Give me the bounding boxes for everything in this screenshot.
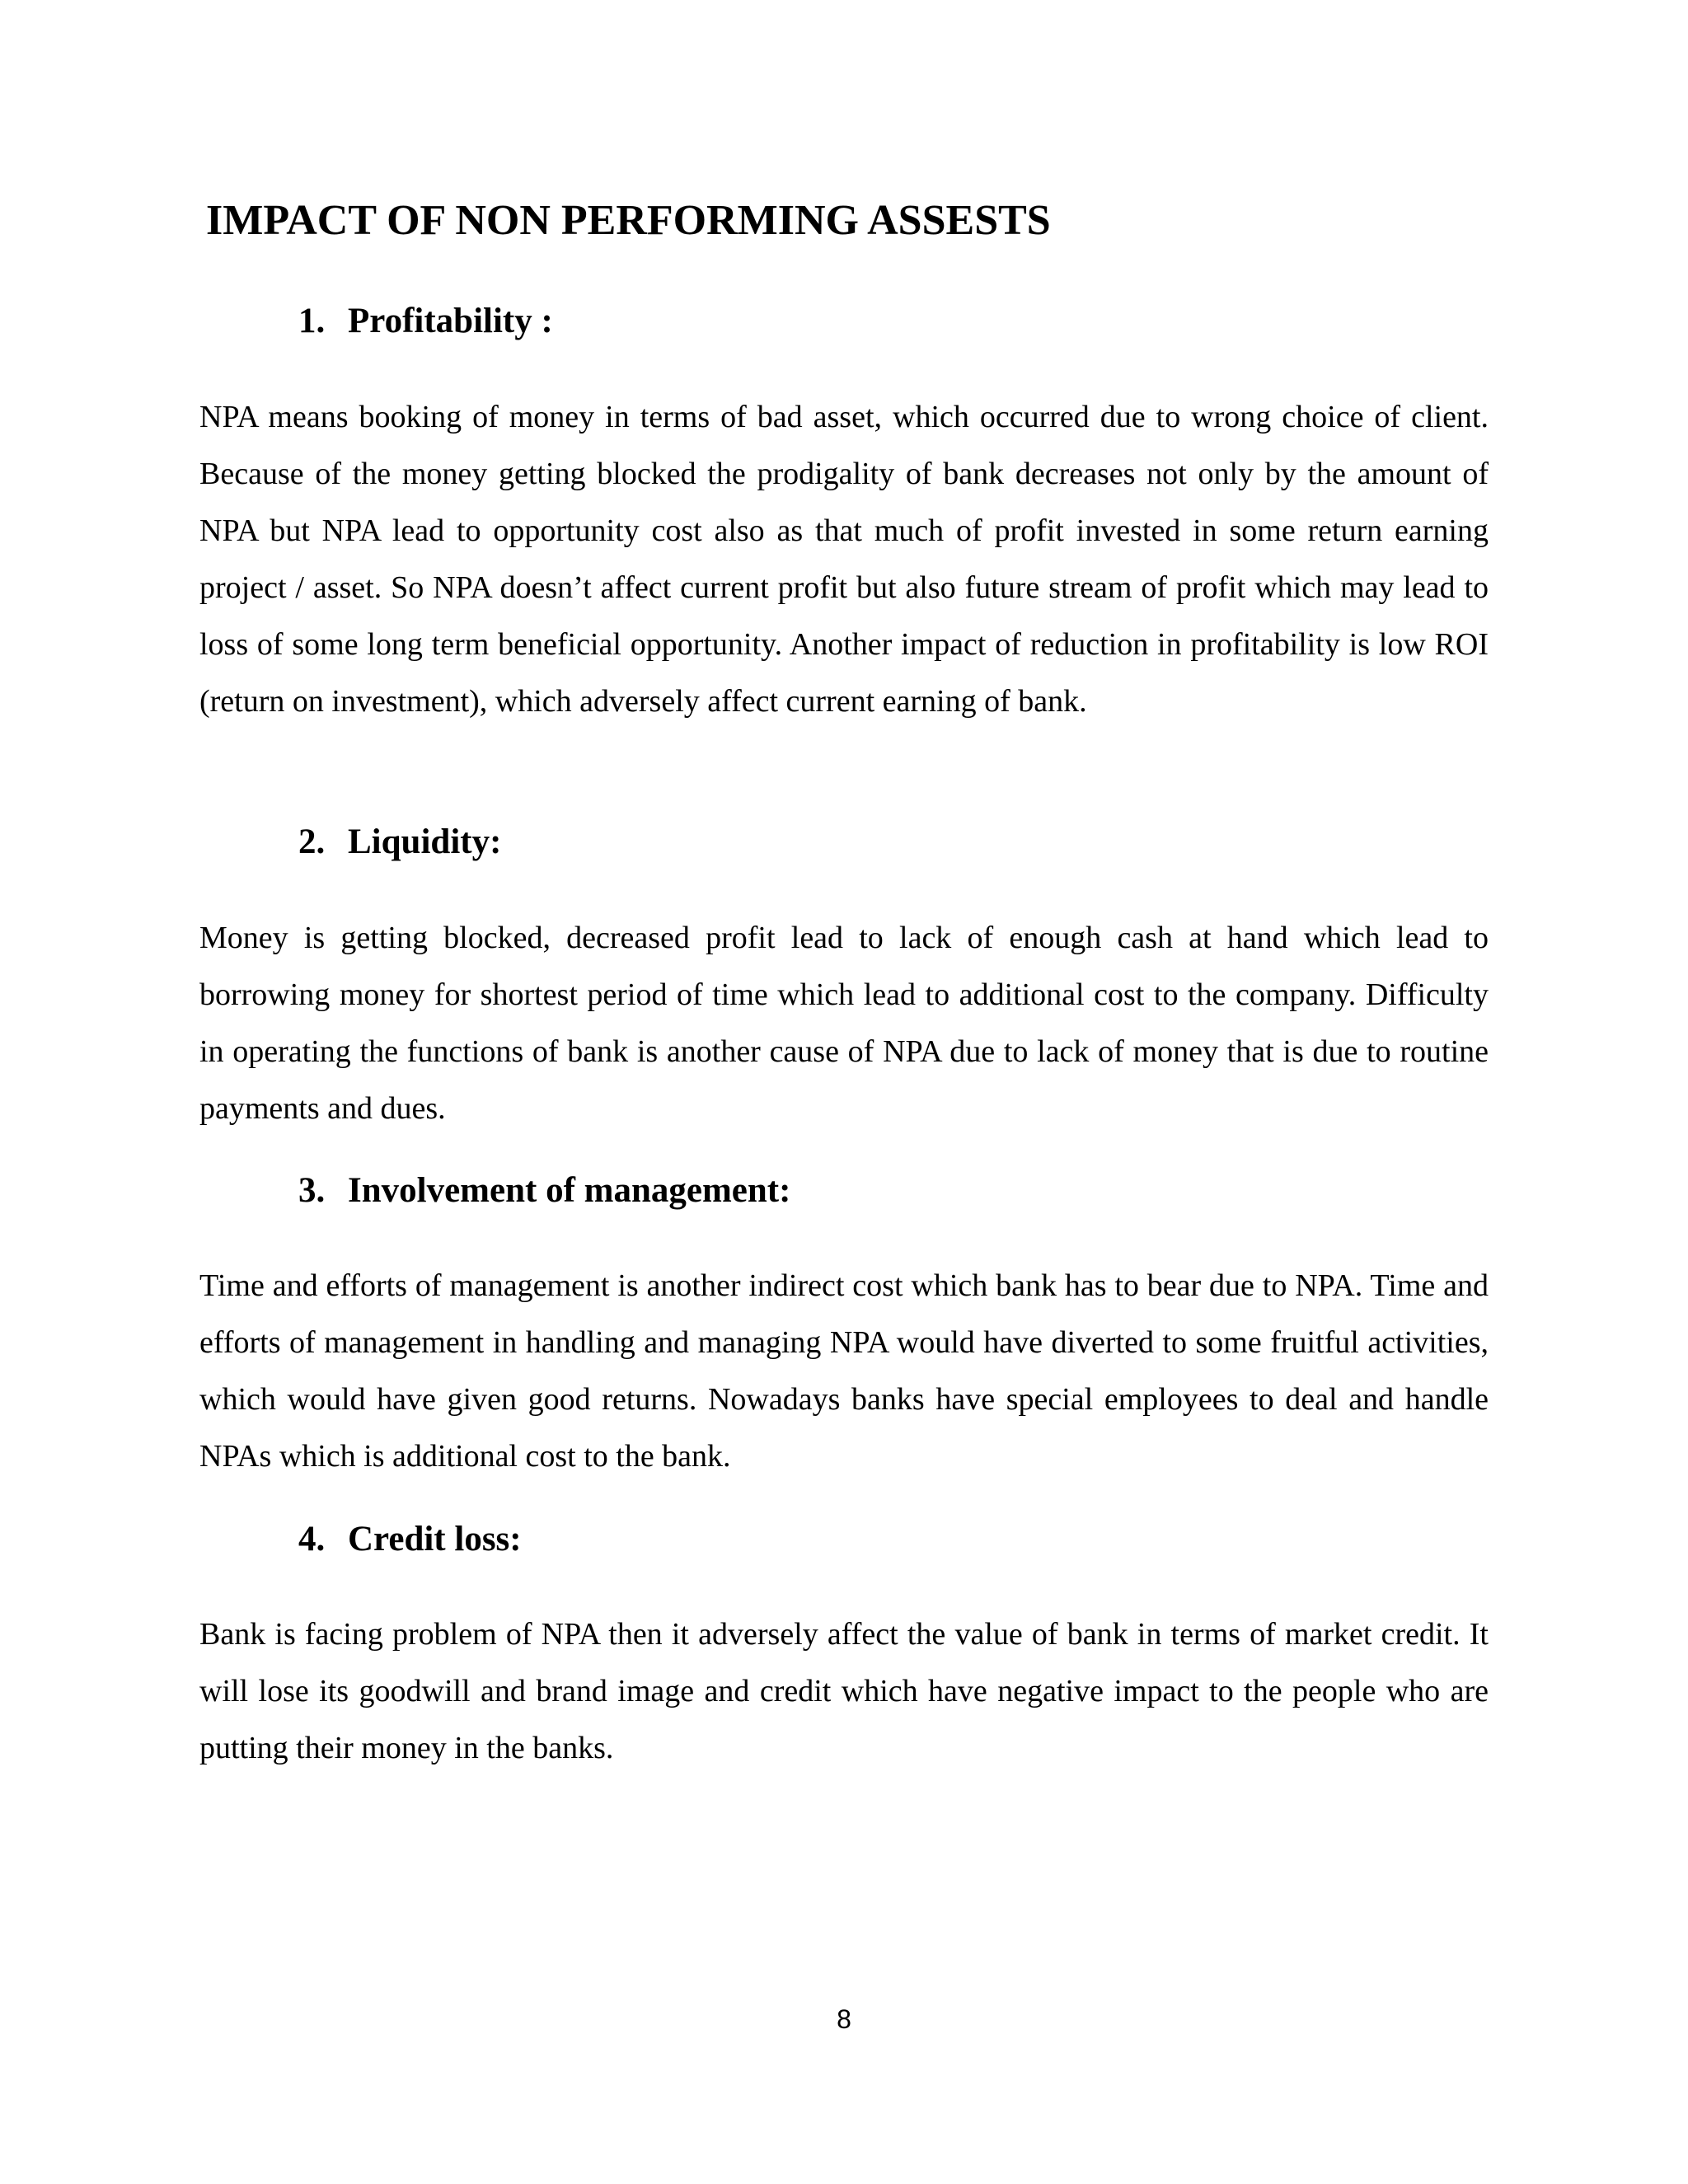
section-heading-credit-loss (298, 1519, 522, 1559)
paragraph-liquidity: Money is getting blocked, decreased profit lead to lack of enough cash at hand which lead to borrowing money for shortest period of time which lead to additional cost to the company. Difficulty in operating the functions of bank is another cause of NPA due to lack of money that is due to routine payments and dues. (199, 921, 1489, 1126)
section-title: Liquidity: (348, 823, 502, 861)
section-heading-profitability (298, 301, 553, 341)
paragraph-credit-loss: Bank is facing problem of NPA then it adversely affect the value of bank in terms of market credit. It will lose its goodwill and brand image and credit which have negative impact to the people who are putting their money in the banks. (199, 1617, 1489, 1765)
section-heading-involvement-of-management (298, 1170, 790, 1211)
paragraph-involvement-of-management: Time and efforts of management is another indirect cost which bank has to bear due to NPA. Time and efforts of management in handling and managing NPA would have diverted to some fruitful activities, which would have given good returns. Nowadays banks have special employees to deal and handle NPAs which is additional cost to the bank. (199, 1268, 1489, 1474)
section-number: 1. (298, 302, 326, 340)
section-number: 2. (298, 823, 326, 861)
section-title: Credit loss: (348, 1520, 522, 1558)
page-title: IMPACT OF NON PERFORMING ASSESTS (206, 197, 1051, 244)
section-number: 4. (298, 1520, 326, 1558)
paragraph-profitability: NPA means booking of money in terms of bad asset, which occurred due to wrong choice of client. Because of the money getting blocked the prodigality of bank decreases not only by the amount of NPA but NPA lead to opportunity cost also as that much of profit invested in some return earning project / asset. So NPA doesn’t affect current profit but also future stream of profit which may lead to loss of some long term beneficial opportunity. Another impact of reduction in profitability is low ROI (return on investment), which adversely affect current earning of bank. (199, 400, 1489, 719)
section-title: Involvement of management: (348, 1171, 791, 1210)
page-number: 8 (837, 2004, 851, 2034)
section-heading-liquidity (298, 822, 501, 862)
section-title: Profitability : (348, 302, 553, 340)
section-number: 3. (298, 1171, 326, 1210)
